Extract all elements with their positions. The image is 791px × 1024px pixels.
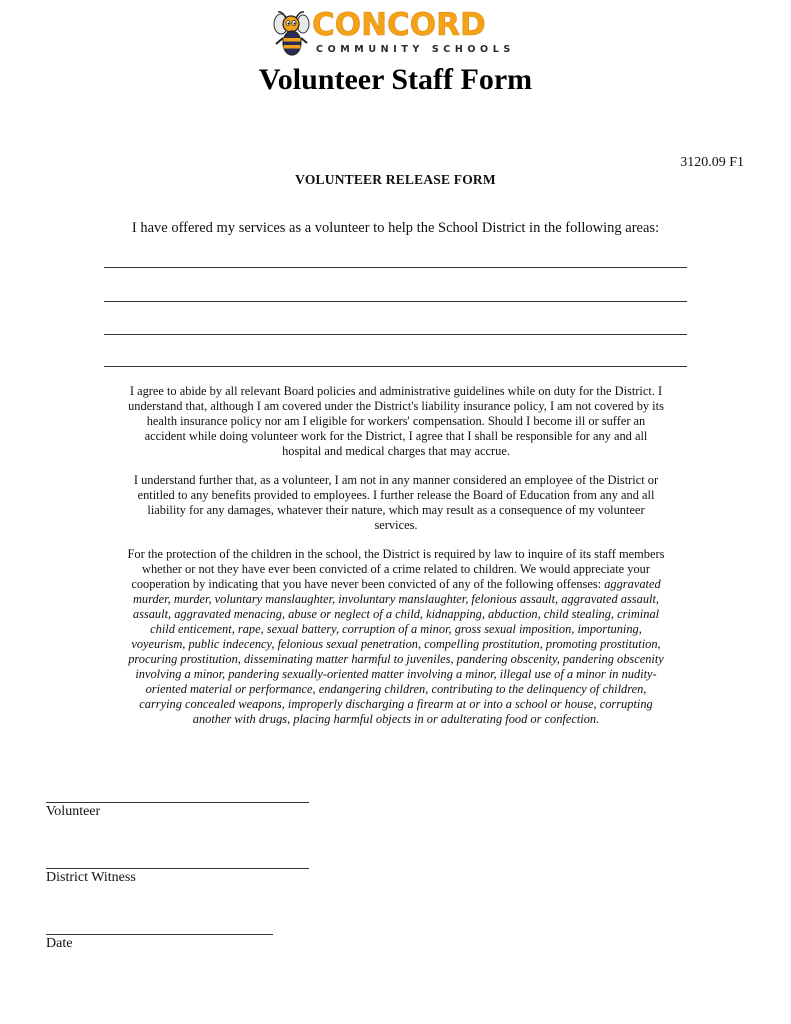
volunteer-label: Volunteer	[46, 804, 101, 819]
service-area-line-2[interactable]	[104, 301, 687, 302]
form-code: 3120.09 F1	[680, 155, 744, 170]
volunteer-signature-line[interactable]	[46, 802, 309, 803]
logo-title: CONCORD	[312, 7, 486, 43]
service-area-line-1[interactable]	[104, 267, 687, 268]
bee-mascot-icon	[272, 10, 312, 58]
logo-subtitle: COMMUNITY SCHOOLS	[316, 44, 515, 55]
witness-signature-line[interactable]	[46, 868, 309, 869]
service-area-line-4[interactable]	[104, 366, 687, 367]
date-label: Date	[46, 936, 73, 951]
witness-label: District Witness	[46, 870, 136, 885]
service-area-line-3[interactable]	[104, 334, 687, 335]
date-line[interactable]	[46, 934, 273, 935]
intro-text: I have offered my services as a volunteer to help the School District in the following areas:	[131, 220, 660, 236]
offenses-paragraph	[126, 547, 666, 727]
page-title: Volunteer Staff Form	[258, 63, 533, 96]
offenses-lead: For the protection of the children in the school, the District is required by law to inquire of its staff members whether or not they have ever been convicted of a crime related to children. We would appreciate your cooperation by indicating that you have never been convicted of any of the following offenses:	[127, 547, 665, 591]
offenses-list: aggravated murder, murder, voluntary manslaughter, involuntary manslaughter, felonious assault, aggravated assault, assault, aggravated menacing, abuse or neglect of a child, kidnapping, abduction, child stealing, criminal child enticement, rape, sexual battery, corruption of a minor, gross sexual imposition, importuning, voyeurism, public indecency, felonious sexual penetration, compelling prostitution, promoting prostitution, procuring prostitution, disseminating matter harmful to juveniles, pandering obscenity, pandering obscenity involving a minor, pandering sexually-oriented matter involving a minor, illegal use of a minor in nudity-oriented material or performance, endangering children, contributing to the delinquency of children, carrying concealed weapons, improperly discharging a firearm at or into a school or house, corrupting another with drugs, placing harmful objects in or adulterating food or confection.	[128, 577, 664, 726]
section-title: VOLUNTEER RELEASE FORM	[295, 172, 496, 187]
concord-logo	[272, 7, 515, 60]
policy-paragraph: I agree to abide by all relevant Board policies and administrative guidelines while on duty for the District. I understand that, although I am covered under the District's liability insurance policy, I am not covered by its health insurance policy nor am I eligible for workers' compensation. Should I become ill or suffer an accident while doing volunteer work for the District, I agree that I shall be responsible for any and all hospital and medical charges that may accrue.	[128, 384, 664, 458]
liability-paragraph: I understand further that, as a volunteer, I am not in any manner considered an employee of the District or entitled to any benefits provided to employees. I further release the Board of Education from any and all liability for any damages, whatever their nature, which may result as a consequence of my volunteer services.	[133, 473, 659, 532]
